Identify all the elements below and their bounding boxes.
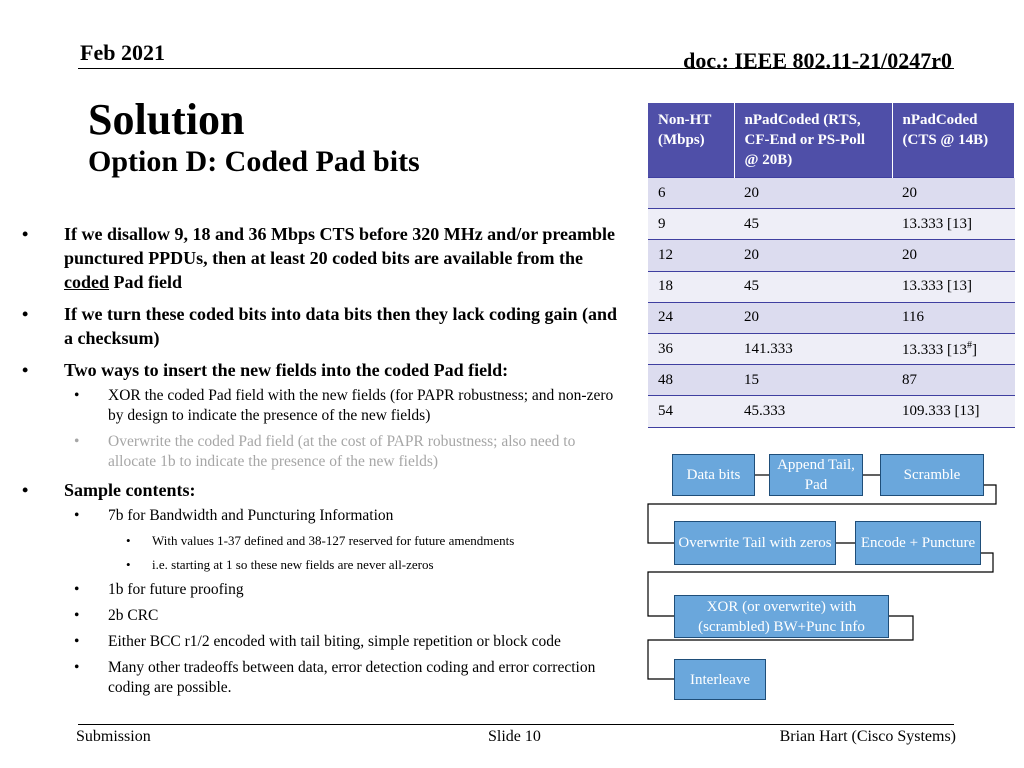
scramble-box: Scramble bbox=[880, 454, 984, 496]
sub-bullet-item: • XOR the coded Pad field with the new fields (for PAPR robustness; and non-zero by design to indicate the presence of the new fields) bbox=[74, 387, 614, 424]
sub-bullet-item: • 7b for Bandwidth and Puncturing Information bbox=[74, 507, 394, 524]
sub-bullet-item: • 1b for future proofing bbox=[74, 581, 244, 598]
table-cell: 13.333 [13] bbox=[892, 271, 1015, 302]
sub-bullet-item: • Either BCC r1/2 encoded with tail biting, simple repetition or block code bbox=[74, 633, 561, 650]
sub-bullet-text: 7b for Bandwidth and Puncturing Information bbox=[108, 507, 394, 524]
table-cell: 20 bbox=[734, 240, 892, 271]
table-cell: 6 bbox=[648, 178, 734, 209]
sub-bullet-item: • Many other tradeoffs between data, error detection coding and error correction coding are possible. bbox=[74, 659, 596, 696]
column-header: nPadCoded (RTS, CF-End or PS-Poll @ 20B) bbox=[734, 103, 892, 178]
table-cell: 116 bbox=[892, 302, 1015, 333]
sub-bullet-text: XOR the coded Pad field with the new fields (for PAPR robustness; and non-zero by design to indicate the presence of the new fields) bbox=[108, 387, 614, 424]
footer-submission: Submission bbox=[76, 728, 151, 745]
cell-text: 13.333 [13 bbox=[902, 341, 967, 358]
sub-bullet-text: 1b for future proofing bbox=[108, 581, 244, 598]
bullet-text: Sample contents: bbox=[64, 480, 196, 500]
sub-sub-bullet-text: i.e. starting at 1 so these new fields are never all-zeros bbox=[152, 557, 434, 572]
bullet-text: If we disallow 9, 18 and 36 Mbps CTS before 320 MHz and/or preamble punctured PPDUs, then at least 20 coded bits are available from the bbox=[64, 224, 616, 268]
table-cell: 24 bbox=[648, 302, 734, 333]
table-cell: 87 bbox=[892, 365, 1015, 396]
table-cell: 48 bbox=[648, 365, 734, 396]
table-cell: 15 bbox=[734, 365, 892, 396]
bullet-text: Pad field bbox=[109, 272, 183, 292]
footer-rule bbox=[78, 724, 954, 725]
bullet-text: If we turn these coded bits into data bits then they lack coding gain (and a checksum) bbox=[64, 304, 618, 348]
sub-sub-bullet-item: • With values 1-37 defined and 38-127 reserved for future amendments bbox=[126, 533, 515, 548]
table-cell: 45.333 bbox=[734, 396, 892, 427]
slide-title: Solution bbox=[88, 95, 245, 144]
table-cell: 36 bbox=[648, 333, 734, 364]
bullet-text: Two ways to insert the new fields into the coded Pad field: bbox=[64, 360, 509, 380]
encode-puncture-box: Encode + Puncture bbox=[855, 521, 981, 565]
table-cell: 54 bbox=[648, 396, 734, 427]
bullet-item: • If we turn these coded bits into data bits then they lack coding gain (and a checksum) bbox=[22, 304, 618, 348]
sub-bullet-text: Many other tradeoffs between data, error detection coding and error correction coding are possible. bbox=[108, 659, 596, 696]
table-cell: 18 bbox=[648, 271, 734, 302]
footer-slide-number: Slide 10 bbox=[488, 728, 541, 745]
column-header: nPadCoded (CTS @ 14B) bbox=[892, 103, 1015, 178]
table-cell: 20 bbox=[892, 240, 1015, 271]
bullet-item: • Two ways to insert the new fields into the coded Pad field: bbox=[22, 360, 509, 380]
table-cell: 20 bbox=[734, 178, 892, 209]
table-cell: 45 bbox=[734, 271, 892, 302]
table-cell: 9 bbox=[648, 209, 734, 240]
table-cell: 20 bbox=[892, 178, 1015, 209]
sub-bullet-text: Overwrite the coded Pad field (at the cost of PAPR robustness; also need to allocate 1b to indicate the presence of the new fields) bbox=[108, 433, 576, 470]
sub-bullet-text: 2b CRC bbox=[108, 607, 159, 624]
cell-superscript: # bbox=[967, 339, 972, 351]
footer-author: Brian Hart (Cisco Systems) bbox=[779, 728, 956, 745]
bullet-underlined-word: coded bbox=[64, 272, 109, 292]
sub-sub-bullet-item: • i.e. starting at 1 so these new fields are never all-zeros bbox=[126, 557, 434, 572]
bullet-item: • Sample contents: bbox=[22, 480, 196, 500]
sub-bullet-item: • 2b CRC bbox=[74, 607, 159, 624]
table-cell: 20 bbox=[734, 302, 892, 333]
slide-subtitle: Option D: Coded Pad bits bbox=[88, 145, 420, 178]
overwrite-tail-box: Overwrite Tail with zeros bbox=[674, 521, 836, 565]
table-cell: 141.333 bbox=[734, 333, 892, 364]
table-cell: 45 bbox=[734, 209, 892, 240]
data-bits-box: Data bits bbox=[672, 454, 755, 496]
interleave-box: Interleave bbox=[674, 659, 766, 700]
table-cell: 12 bbox=[648, 240, 734, 271]
xor-overwrite-box: XOR (or overwrite) with (scrambled) BW+Punc Info bbox=[674, 595, 889, 638]
cell-text: ] bbox=[972, 341, 977, 358]
column-header: Non-HT (Mbps) bbox=[648, 103, 734, 178]
sub-bullet-item: • Overwrite the coded Pad field (at the cost of PAPR robustness; also need to allocate 1b to indicate the presence of the new fields) bbox=[74, 433, 576, 470]
table-cell: 109.333 [13] bbox=[892, 396, 1015, 427]
sub-sub-bullet-text: With values 1-37 defined and 38-127 reserved for future amendments bbox=[152, 533, 515, 548]
bullet-item: • If we disallow 9, 18 and 36 Mbps CTS before 320 MHz and/or preamble punctured PPDUs, then at least 20 coded bits are available from the coded Pad field bbox=[22, 224, 616, 292]
header-doc-id: doc.: IEEE 802.11-21/0247r0 bbox=[683, 48, 952, 73]
sub-bullet-text: Either BCC r1/2 encoded with tail biting, simple repetition or block code bbox=[108, 633, 561, 650]
append-tail-pad-box: Append Tail, Pad bbox=[769, 454, 863, 496]
header-date: Feb 2021 bbox=[80, 40, 165, 65]
table-cell: 13.333 [13] bbox=[892, 209, 1015, 240]
